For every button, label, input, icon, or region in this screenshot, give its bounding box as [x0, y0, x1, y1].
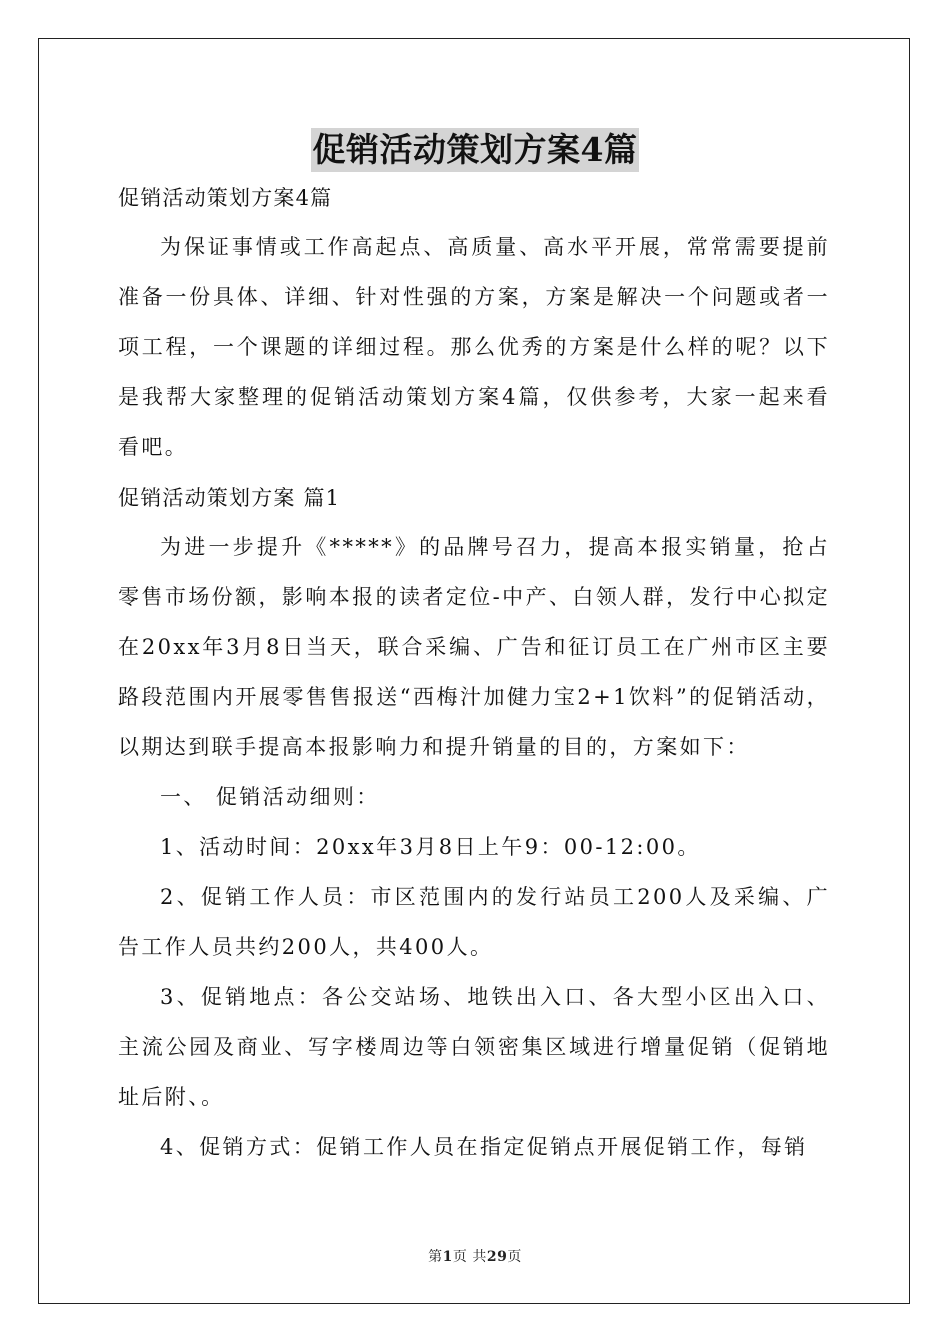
footer-mid: 页 共 — [452, 1249, 487, 1265]
list-item: 2、促销工作人员：市区范围内的发行站员工200人及采编、广告工作人员共约200人，共400人。 — [118, 885, 830, 959]
section-heading: 促销活动策划方案 篇1 — [118, 486, 341, 510]
footer-prefix: 第 — [428, 1249, 443, 1265]
document-title: 促销活动策划方案4篇 — [311, 128, 640, 172]
intro-paragraph: 为保证事情或工作高起点、高质量、高水平开展，常常需要提前准备一份具体、详细、针对性强的方案，方案是解决一个问题或者一项工程，一个课题的详细过程。那么优秀的方案是什么样的呢？以下是我帮大家整理的促销活动策划方案4篇，仅供参考，大家一起来看看吧。 — [118, 235, 830, 459]
document-body — [118, 180, 830, 1172]
footer-total-pages: 29 — [486, 1249, 508, 1265]
page-footer — [0, 1246, 950, 1266]
footer-page-number: 1 — [442, 1249, 453, 1265]
list-item: 3、促销地点：各公交站场、地铁出入口、各大型小区出入口、主流公园及商业、写字楼周边等白领密集区域进行增量促销（促销地址后附、。 — [118, 985, 830, 1109]
list-item: 1、活动时间：20xx年3月8日上午9：00-12:00。 — [160, 835, 701, 859]
footer-suffix: 页 — [507, 1249, 522, 1265]
section-paragraph: 为进一步提升《*****》的品牌号召力，提高本报实销量，抢占零售市场份额，影响本报的读者定位-中产、白领人群，发行中心拟定在20xx年3月8日当天，联合采编、广告和征订员工在广州市区主要路段范围内开展零售售报送“西梅汁加健力宝2+1饮料”的促销活动，以期达到联手提高本报影响力和提升销量的目的，方案如下： — [118, 535, 830, 759]
title-container — [0, 128, 950, 172]
document-subtitle: 促销活动策划方案4篇 — [118, 186, 333, 210]
part-heading: 一、 促销活动细则： — [160, 785, 380, 809]
list-item: 4、促销方式：促销工作人员在指定促销点开展促销工作，每销 — [160, 1135, 808, 1159]
